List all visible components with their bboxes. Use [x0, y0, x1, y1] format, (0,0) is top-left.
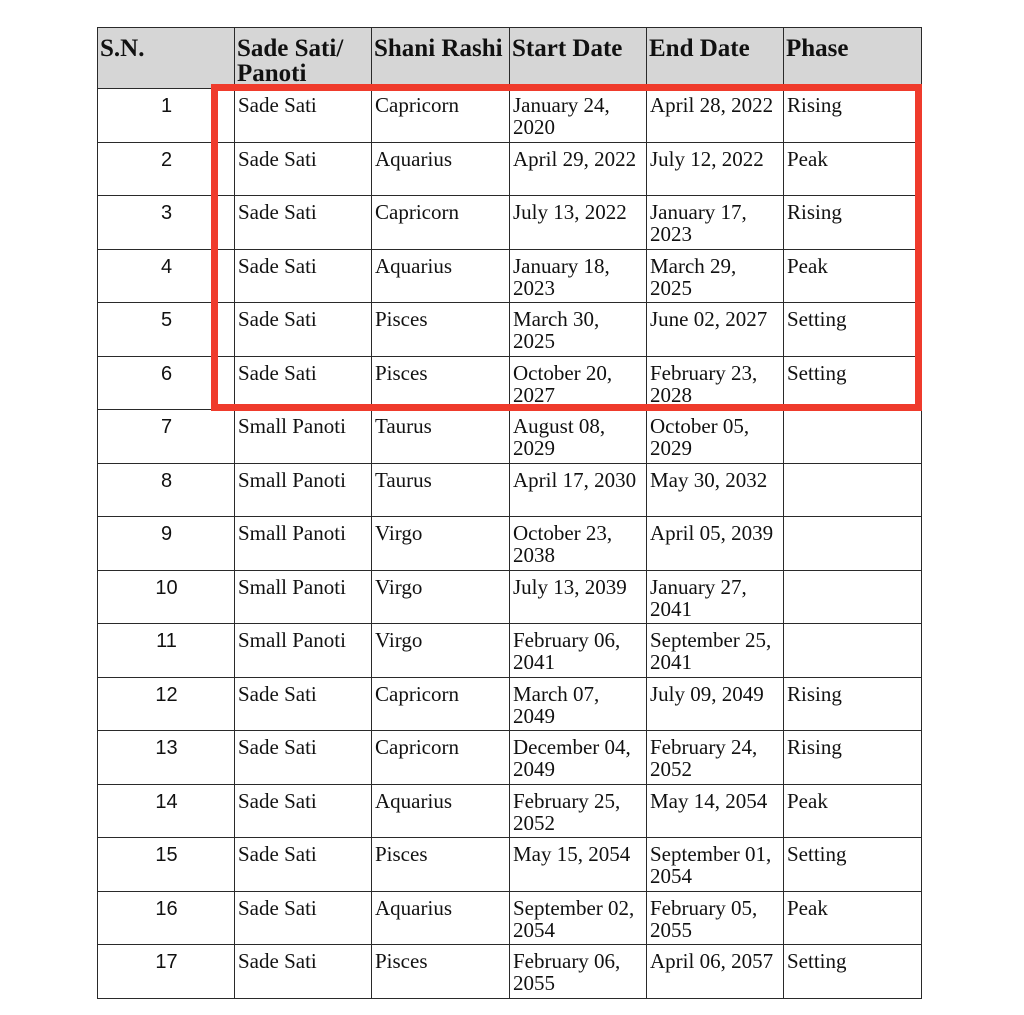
cell-rashi: Aquarius	[372, 249, 510, 303]
cell-phase: Rising	[784, 89, 922, 143]
cell-type: Sade Sati	[235, 196, 372, 250]
cell-end-date: February 05, 2055	[647, 891, 784, 945]
table-row	[98, 356, 922, 410]
cell-end-date: April 28, 2022	[647, 89, 784, 143]
cell-end-date: September 25, 2041	[647, 624, 784, 678]
cell-type: Sade Sati	[235, 677, 372, 731]
cell-end-date: February 23, 2028	[647, 356, 784, 410]
cell-rashi: Taurus	[372, 410, 510, 464]
cell-sn: 6	[98, 356, 235, 410]
cell-sn: 17	[98, 945, 235, 999]
table-row	[98, 731, 922, 785]
header-rashi: Shani Rashi	[372, 28, 510, 89]
cell-type: Sade Sati	[235, 731, 372, 785]
cell-rashi: Aquarius	[372, 784, 510, 838]
cell-end-date: October 05, 2029	[647, 410, 784, 464]
cell-start-date: April 17, 2030	[510, 463, 647, 517]
table-row	[98, 945, 922, 999]
cell-type: Sade Sati	[235, 891, 372, 945]
cell-sn: 11	[98, 624, 235, 678]
cell-type: Sade Sati	[235, 303, 372, 357]
cell-start-date: March 30, 2025	[510, 303, 647, 357]
cell-end-date: July 09, 2049	[647, 677, 784, 731]
cell-phase	[784, 410, 922, 464]
cell-phase: Peak	[784, 891, 922, 945]
cell-end-date: May 14, 2054	[647, 784, 784, 838]
table-row	[98, 624, 922, 678]
cell-sn: 2	[98, 142, 235, 196]
cell-start-date: October 23, 2038	[510, 517, 647, 571]
cell-phase	[784, 517, 922, 571]
table-row	[98, 89, 922, 143]
table-row	[98, 517, 922, 571]
cell-start-date: July 13, 2022	[510, 196, 647, 250]
cell-rashi: Pisces	[372, 838, 510, 892]
table-row	[98, 196, 922, 250]
cell-rashi: Aquarius	[372, 142, 510, 196]
cell-sn: 1	[98, 89, 235, 143]
cell-end-date: July 12, 2022	[647, 142, 784, 196]
cell-type: Sade Sati	[235, 784, 372, 838]
cell-start-date: July 13, 2039	[510, 570, 647, 624]
cell-type: Sade Sati	[235, 249, 372, 303]
cell-rashi: Virgo	[372, 517, 510, 571]
cell-sn: 5	[98, 303, 235, 357]
cell-end-date: April 06, 2057	[647, 945, 784, 999]
sade-sati-table	[97, 27, 922, 999]
cell-type: Small Panoti	[235, 410, 372, 464]
header-start-date: Start Date	[510, 28, 647, 89]
cell-sn: 16	[98, 891, 235, 945]
cell-type: Sade Sati	[235, 89, 372, 143]
header-end-date: End Date	[647, 28, 784, 89]
header-phase: Phase	[784, 28, 922, 89]
cell-rashi: Pisces	[372, 945, 510, 999]
table-row	[98, 570, 922, 624]
cell-sn: 12	[98, 677, 235, 731]
table-row	[98, 677, 922, 731]
cell-start-date: May 15, 2054	[510, 838, 647, 892]
cell-type: Small Panoti	[235, 624, 372, 678]
cell-phase: Rising	[784, 196, 922, 250]
table-row	[98, 142, 922, 196]
header-sn: S.N.	[98, 28, 235, 89]
cell-start-date: February 06, 2055	[510, 945, 647, 999]
cell-sn: 10	[98, 570, 235, 624]
cell-type: Sade Sati	[235, 142, 372, 196]
cell-start-date: January 24, 2020	[510, 89, 647, 143]
cell-phase: Rising	[784, 677, 922, 731]
cell-start-date: January 18, 2023	[510, 249, 647, 303]
cell-rashi: Capricorn	[372, 731, 510, 785]
cell-start-date: December 04, 2049	[510, 731, 647, 785]
cell-rashi: Virgo	[372, 624, 510, 678]
cell-sn: 9	[98, 517, 235, 571]
cell-end-date: January 17, 2023	[647, 196, 784, 250]
cell-phase: Setting	[784, 945, 922, 999]
cell-end-date: May 30, 2032	[647, 463, 784, 517]
cell-sn: 4	[98, 249, 235, 303]
cell-start-date: February 25, 2052	[510, 784, 647, 838]
cell-end-date: March 29, 2025	[647, 249, 784, 303]
cell-type: Small Panoti	[235, 463, 372, 517]
table-row	[98, 410, 922, 464]
cell-phase: Setting	[784, 838, 922, 892]
table-row	[98, 784, 922, 838]
table-row	[98, 838, 922, 892]
table-row	[98, 303, 922, 357]
header-type: Sade Sati/ Panoti	[235, 28, 372, 89]
cell-rashi: Pisces	[372, 356, 510, 410]
cell-sn: 8	[98, 463, 235, 517]
cell-end-date: February 24, 2052	[647, 731, 784, 785]
cell-phase	[784, 463, 922, 517]
cell-end-date: April 05, 2039	[647, 517, 784, 571]
cell-phase: Setting	[784, 303, 922, 357]
cell-type: Sade Sati	[235, 945, 372, 999]
cell-rashi: Aquarius	[372, 891, 510, 945]
cell-phase	[784, 624, 922, 678]
cell-phase: Peak	[784, 142, 922, 196]
cell-type: Small Panoti	[235, 570, 372, 624]
cell-sn: 15	[98, 838, 235, 892]
cell-end-date: January 27, 2041	[647, 570, 784, 624]
cell-sn: 7	[98, 410, 235, 464]
table-row	[98, 249, 922, 303]
cell-start-date: August 08, 2029	[510, 410, 647, 464]
table-header-row	[98, 28, 922, 89]
table-row	[98, 463, 922, 517]
cell-type: Sade Sati	[235, 838, 372, 892]
cell-phase: Setting	[784, 356, 922, 410]
cell-rashi: Taurus	[372, 463, 510, 517]
cell-end-date: September 01, 2054	[647, 838, 784, 892]
cell-end-date: June 02, 2027	[647, 303, 784, 357]
cell-start-date: April 29, 2022	[510, 142, 647, 196]
cell-rashi: Virgo	[372, 570, 510, 624]
cell-sn: 3	[98, 196, 235, 250]
cell-rashi: Capricorn	[372, 196, 510, 250]
cell-phase: Rising	[784, 731, 922, 785]
cell-sn: 14	[98, 784, 235, 838]
cell-start-date: September 02, 2054	[510, 891, 647, 945]
cell-phase	[784, 570, 922, 624]
cell-phase: Peak	[784, 249, 922, 303]
cell-rashi: Pisces	[372, 303, 510, 357]
cell-start-date: October 20, 2027	[510, 356, 647, 410]
cell-rashi: Capricorn	[372, 89, 510, 143]
cell-start-date: February 06, 2041	[510, 624, 647, 678]
cell-sn: 13	[98, 731, 235, 785]
cell-phase: Peak	[784, 784, 922, 838]
cell-type: Small Panoti	[235, 517, 372, 571]
cell-start-date: March 07, 2049	[510, 677, 647, 731]
table-row	[98, 891, 922, 945]
cell-type: Sade Sati	[235, 356, 372, 410]
cell-rashi: Capricorn	[372, 677, 510, 731]
